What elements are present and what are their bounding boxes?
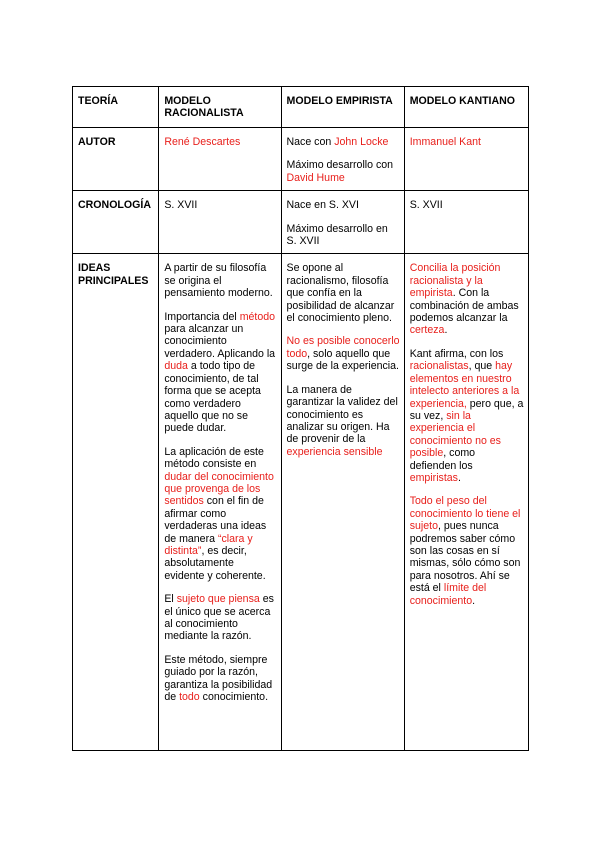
header-teoria: TEORÍA: [73, 87, 159, 128]
comparison-table: [72, 86, 529, 751]
cronologia-empirista: [281, 191, 404, 254]
header-racionalista: MODELO RACIONALISTA: [159, 87, 281, 128]
body-text: , que: [468, 360, 496, 373]
paragraph: [410, 348, 524, 484]
autor-empirista-p1-text: Nace con: [286, 136, 335, 148]
body-text: El: [164, 593, 177, 606]
body-text: . Con la combinación de ambas podemos alcanzar la: [409, 287, 519, 325]
highlight-text: dudar del conocimiento que provenga de los sentidos: [164, 470, 274, 508]
cronologia-kantiano: S. XVII: [404, 191, 528, 254]
autor-empirista-hume: David Hume: [286, 171, 345, 184]
cronologia-empirista-p2: Máximo desarrollo en S. XVII: [286, 222, 388, 248]
paragraph: [164, 262, 276, 299]
paragraph: [410, 262, 524, 336]
paragraph: [164, 311, 276, 435]
cronologia-empirista-p1: Nace en S. XVI: [286, 199, 359, 212]
autor-empirista-p1: [287, 136, 400, 148]
ideas-racionalista: [159, 254, 281, 751]
paragraph: [410, 495, 524, 607]
paragraph: [164, 446, 276, 582]
autor-label: AUTOR: [73, 128, 159, 191]
autor-kantiano-name: Immanuel Kant: [409, 136, 481, 148]
body-text: , es decir, absolutamente evidente y coherente.: [164, 544, 266, 582]
highlight-text: hay elementos en nuestro intelecto anteriores a la experiencia,: [409, 360, 520, 410]
header-row: [73, 87, 529, 128]
highlight-text: todo: [179, 691, 200, 704]
autor-empirista-p2-text: Máximo desarrollo con: [286, 159, 394, 172]
autor-empirista-p2: [287, 159, 400, 184]
autor-kantiano: [404, 128, 528, 191]
autor-racionalista: [159, 128, 281, 191]
highlight-text: “clara y distinta”: [164, 532, 253, 557]
body-text: Importancia del: [164, 310, 240, 323]
highlight-text: duda: [164, 360, 188, 373]
header-kantiano: MODELO KANTIANO: [404, 87, 528, 128]
highlight-text: racionalistas: [409, 360, 469, 373]
highlight-text: límite del conocimiento: [409, 582, 487, 607]
paragraph: [287, 335, 400, 372]
autor-empirista-locke: John Locke: [334, 136, 389, 148]
header-empirista: MODELO EMPIRISTA: [281, 87, 404, 128]
body-text: La aplicación de este método consiste en: [164, 445, 264, 471]
highlight-text: empiristas: [409, 471, 458, 484]
body-text: , pues nunca podremos saber cómo son las cosas en sí mismas, sólo cómo son para nosotros. Ahí se está el: [409, 520, 521, 595]
body-text: La manera de garantizar la validez del conocimiento es analizar su origen. Ha de provenir de la: [286, 383, 398, 446]
highlight-text: No es posible conocerlo todo: [286, 335, 400, 360]
ideas-kantiano: [404, 254, 528, 751]
highlight-text: certeza: [409, 324, 445, 337]
body-text: A partir de su filosofía se origina el pensamiento moderno.: [164, 262, 273, 300]
body-text: Se opone al racionalismo, filosofía que confía en la posibilidad de alcanzar el conocimiento pleno.: [286, 262, 395, 325]
body-text: pero que, a su vez,: [409, 397, 524, 422]
highlight-text: Todo el peso del conocimiento lo tiene el sujeto: [409, 495, 521, 533]
ideas-row: [73, 254, 529, 751]
highlight-text: sin la experiencia el conocimiento no es posible: [409, 409, 501, 460]
highlight-text: método: [239, 310, 276, 323]
body-text: Este método, siempre guiado por la razón, garantiza la posibilidad de: [164, 653, 273, 704]
paragraph: [164, 593, 276, 643]
body-text: para alcanzar un conocimiento verdadero. Aplicando la: [164, 323, 276, 360]
body-text: , como defienden los: [409, 447, 476, 472]
body-text: conocimiento.: [199, 691, 269, 704]
cronologia-label: CRONOLOGÍA: [73, 191, 159, 254]
autor-empirista: [281, 128, 404, 191]
autor-racionalista-name: René Descartes: [164, 136, 241, 148]
cronologia-row: [73, 191, 529, 254]
highlight-text: experiencia sensible: [286, 445, 383, 458]
body-text: .: [472, 594, 476, 607]
body-text: con el fin de afirmar como verdaderas una ideas de manera: [164, 495, 267, 545]
ideas-empirista: [281, 254, 404, 751]
highlight-text: Concilia la posición racionalista y la empirista: [409, 262, 501, 300]
paragraph: [164, 654, 276, 704]
paragraph: [287, 262, 400, 324]
autor-row: [73, 128, 529, 191]
ideas-label: IDEAS PRINCIPALES: [73, 254, 159, 751]
body-text: es el único que se acerca al conocimiento mediante la razón.: [164, 593, 274, 643]
paragraph: [287, 384, 400, 458]
cronologia-racionalista: S. XVII: [159, 191, 281, 254]
body-text: , solo aquello que surge de la experiencia.: [286, 347, 399, 373]
highlight-text: sujeto que piensa: [176, 593, 260, 606]
body-text: a todo tipo de conocimiento, de tal forma que se acepta como verdadero aquello que no se puede dudar.: [164, 360, 261, 435]
body-text: Kant afirma, con los: [409, 347, 504, 360]
body-text: .: [457, 471, 461, 484]
body-text: .: [444, 324, 448, 337]
